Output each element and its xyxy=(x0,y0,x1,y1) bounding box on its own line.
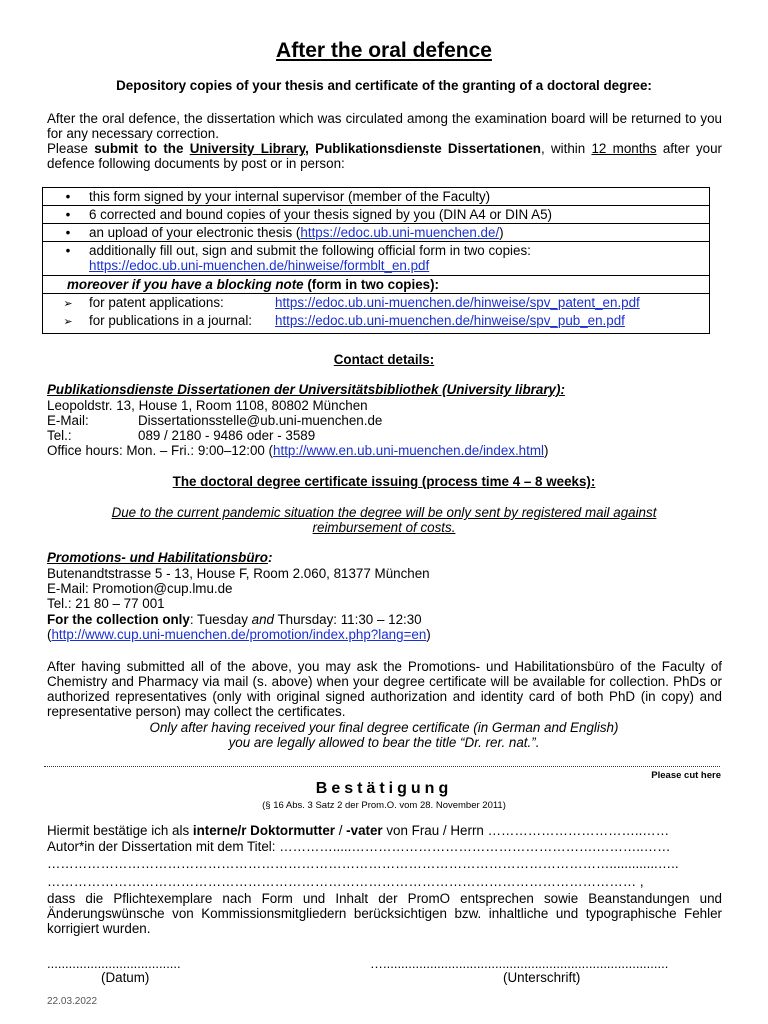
confirm-slash: / xyxy=(334,823,347,838)
intro-paragraph-2 xyxy=(47,141,722,171)
link-open-paren: ( xyxy=(47,627,52,642)
confirmation-title-field[interactable]: Autor*in der Dissertation mit dem Titel: ………….....……………………………………………….………..…… xyxy=(47,839,671,854)
link-close-paren: ) xyxy=(426,627,431,642)
confirm-supervisor: interne/r Doktormutter xyxy=(192,823,335,838)
page-subtitle: Depository copies of your thesis and certificate of the granting of a doctoral degree: xyxy=(116,78,652,93)
formblt-link[interactable]: https://edoc.ub.uni-muenchen.de/hinweise/formblt_en.pdf xyxy=(89,258,430,273)
collection-tuesday: : Tuesday xyxy=(189,612,252,627)
library-tel: 089 / 2180 - 9486 oder - 3589 xyxy=(138,428,316,443)
table-row xyxy=(43,224,710,242)
promotion-link[interactable]: http://www.cup.uni-muenchen.de/promotion/index.php?lang=en xyxy=(51,627,427,642)
confirmation-line-1 xyxy=(47,823,722,838)
intro-paragraph-1: After the oral defence, the dissertation which was circulated among the examination board will be returned to you for any necessary correction. xyxy=(47,111,722,141)
confirm-text-a: Hiermit bestätige ich als xyxy=(47,823,193,838)
office-heading: Promotions- und Habilitationsbüro xyxy=(47,550,268,565)
title-notice-line-1: Only after having received your final degree certificate (in German and English) xyxy=(149,720,619,735)
library-heading: Publikationsdienste Dissertationen der Universitätsbibliothek (University library): xyxy=(47,382,565,397)
office-address-street: Butenandtstrasse 5 - 13 xyxy=(47,566,190,581)
collection-paragraph: After having submitted all of the above, you may ask the Promotions- und Habilitationsbüro of the Faculty of Chemistry and Pharmacy via mail (s. above) when your degree certificate will be available for collection. PhDs or authorized representatives (only with original signed authorization and identity card of both PhD (in copy) and representative person) may collect the certificates. xyxy=(47,659,722,719)
table-row xyxy=(43,188,710,206)
bullet-icon: • xyxy=(65,243,71,258)
collection-and: and xyxy=(251,612,274,627)
pandemic-notice: Due to the current pandemic situation the degree will be only sent by registered mail against reimbursement of costs. xyxy=(111,505,657,535)
confirm-vater: -vater xyxy=(346,823,383,838)
intro-within: , within xyxy=(540,141,592,156)
arrow-icon: ➢ xyxy=(63,316,73,328)
library-tel-row xyxy=(47,428,722,443)
confirm-name-field[interactable]: von Frau / Herrn ……………………………..…… xyxy=(382,823,670,838)
document-item-signed-form: this form signed by your internal supervisor (member of the Faculty) xyxy=(89,189,491,204)
collection-hours xyxy=(47,612,722,627)
signature-field[interactable]: …............................................................................... xyxy=(370,956,669,971)
table-row xyxy=(43,294,710,313)
office-address-room: , House F, Room 2.060, 81377 München xyxy=(189,566,430,581)
office-heading-row xyxy=(47,550,722,565)
collection-thursday: Thursday: 11:30 – 12:30 xyxy=(273,612,422,627)
intro-please: Please xyxy=(47,141,95,156)
promotion-link-row xyxy=(47,627,722,642)
table-row xyxy=(43,242,710,276)
intro-after: after your defence following documents by post or in person: xyxy=(47,141,722,171)
bullet-icon: • xyxy=(65,189,71,204)
library-email: Dissertationsstelle@ub.uni-muenchen.de xyxy=(138,413,383,428)
cut-label: Please cut here xyxy=(651,770,721,781)
bullet-icon: • xyxy=(65,207,71,222)
documents-table xyxy=(42,187,710,334)
confirmation-title: Bestätigung xyxy=(315,780,453,797)
bullet-icon: • xyxy=(65,225,71,240)
edoc-link[interactable]: https://edoc.ub.uni-muenchen.de/ xyxy=(300,225,500,240)
upload-close-paren: ) xyxy=(499,225,504,240)
confirmation-dotted-line-1[interactable]: ……………………………………………………………………………………………………………….............….. xyxy=(47,856,679,871)
table-row xyxy=(43,206,710,224)
page-title: After the oral defence xyxy=(276,39,492,62)
document-item-upload: an upload of your electronic thesis ( xyxy=(89,225,301,240)
library-hours xyxy=(47,443,722,458)
contact-heading: Contact details: xyxy=(333,352,435,367)
date-field[interactable]: ..................................... xyxy=(47,956,181,971)
journal-form-link[interactable]: https://edoc.ub.uni-muenchen.de/hinweise/spv_pub_en.pdf xyxy=(275,313,625,328)
document-date: 22.03.2022 xyxy=(47,996,98,1007)
library-website-link[interactable]: http://www.en.ub.uni-muenchen.de/index.html xyxy=(273,443,544,458)
table-row xyxy=(43,312,710,334)
blocking-note-label: moreover if you have a blocking note xyxy=(67,277,304,292)
collection-label: For the collection only xyxy=(47,612,190,627)
library-address: Leopoldstr. 13, House 1, Room 1108, 80802 München xyxy=(47,398,368,413)
document-item-official-form: additionally fill out, sign and submit the following official form in two copies: xyxy=(89,243,531,258)
journal-label: for publications in a journal: xyxy=(89,313,253,328)
blocking-note-form: (form in two copies): xyxy=(303,277,440,292)
office-address xyxy=(47,566,722,581)
signature-label: (Unterschrift) xyxy=(503,970,581,985)
office-hours-text: Office hours: Mon. – Fri.: 9:00–12:00 ( xyxy=(47,443,274,458)
title-notice-line-2: you are legally allowed to bear the title “Dr. rer. nat.”. xyxy=(228,735,540,750)
library-email-label: E-Mail: xyxy=(47,413,89,428)
intro-submit: submit to the xyxy=(94,141,190,156)
hours-close-paren: ) xyxy=(543,443,549,458)
library-tel-label: Tel.: xyxy=(47,428,72,443)
confirmation-subtitle: (§ 16 Abs. 3 Satz 2 der Prom.O. vom 28. November 2011) xyxy=(262,800,506,811)
arrow-icon: ➢ xyxy=(63,298,73,310)
intro-university-library: University Library xyxy=(189,141,306,156)
library-email-row xyxy=(47,413,722,428)
office-tel: Tel.: 21 80 – 77 001 xyxy=(47,596,165,611)
certificate-heading: The doctoral degree certificate issuing (process time 4 – 8 weeks): xyxy=(172,474,596,489)
patent-form-link[interactable]: https://edoc.ub.uni-muenchen.de/hinweise/spv_patent_en.pdf xyxy=(275,295,640,310)
patent-label: for patent applications: xyxy=(89,295,224,310)
document-item-bound-copies: 6 corrected and bound copies of your thesis signed by you (DIN A4 or DIN A5) xyxy=(89,207,552,222)
confirmation-dotted-line-2[interactable]: …………………………………………………………………………………………………………………… , xyxy=(47,874,644,889)
confirmation-body: dass die Pflichtexemplare nach Form und Inhalt der PromO entsprechen sowie Beanstandungen und Änderungswünsche von Kommissionsmitgliedern berücksichtigen bzw. inhaltliche und typographische Fehler korrigiert wurden. xyxy=(47,891,722,936)
cut-line xyxy=(44,766,720,767)
intro-months: 12 months xyxy=(591,141,657,156)
intro-publikationsdienste: , Publikationsdienste Dissertationen xyxy=(305,141,541,156)
date-label: (Datum) xyxy=(101,970,150,985)
table-row xyxy=(43,276,710,294)
office-email: E-Mail: Promotion@cup.lmu.de xyxy=(47,581,233,596)
office-heading-colon: : xyxy=(267,550,273,565)
